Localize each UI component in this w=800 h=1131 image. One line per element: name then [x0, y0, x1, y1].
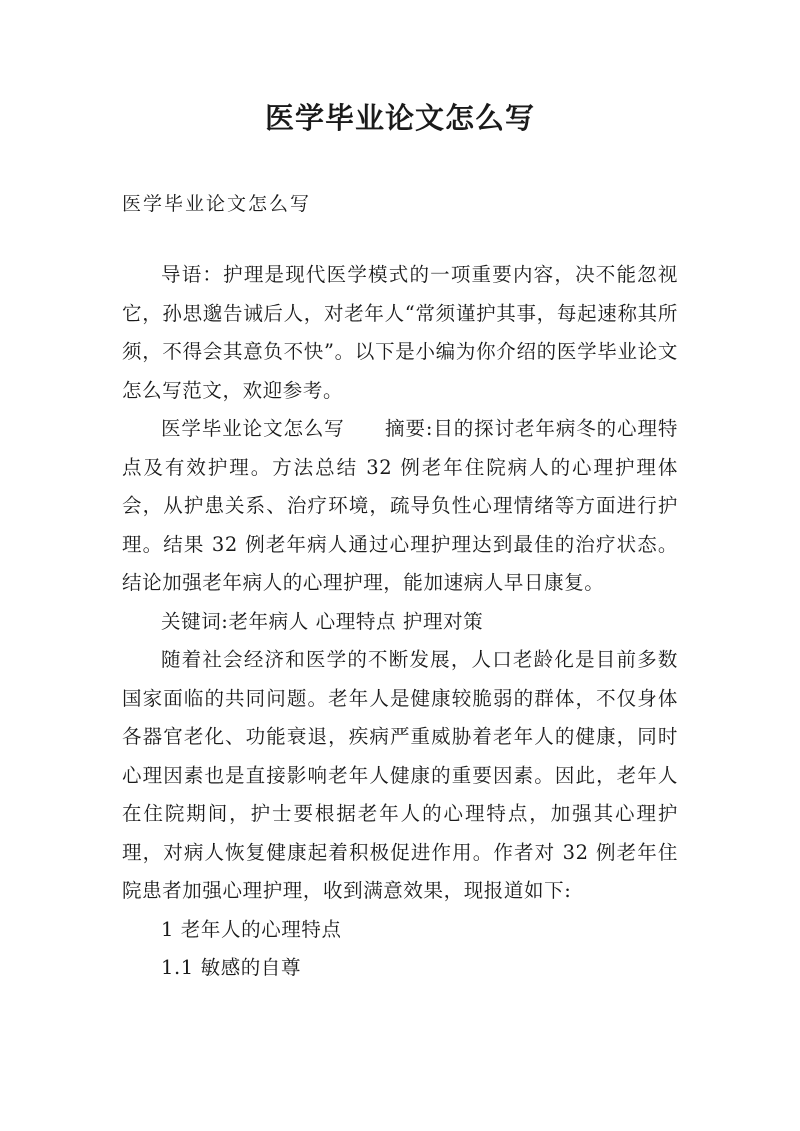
abstract-heading: 医学毕业论文怎么写 — [161, 417, 345, 440]
document-title: 医学毕业论文怎么写 — [264, 101, 535, 135]
keywords-paragraph: 关键词:老年病人 心理特点 护理对策 — [161, 609, 484, 633]
document-subtitle: 医学毕业论文怎么写 — [122, 193, 312, 215]
document-body — [122, 256, 678, 988]
section-heading-1-1: 1.1 敏感的自尊 — [161, 956, 302, 979]
main-paragraph: 随着社会经济和医学的不断发展，人口老龄化是目前多数国家面临的共同问题。老年人是健康较脆弱的群体，不仅身体各器官老化、功能衰退，疾病严重威胁着老年人的健康，同时心理因素也是直接影响老年人健康的重要因素。因此，老年人在住院期间，护士要根据老年人的心理特点，加强其心理护理，对病人恢复健康起着积极促进作用。作者对 32 例老年住院患者加强心理护理，收到满意效果，现报道如下: — [122, 648, 678, 902]
abstract-paragraph — [122, 410, 678, 603]
abstract-text: 摘要:目的探讨老年病冬的心理特点及有效护理。方法总结 32 例老年住院病人的心理护理体会，从护患关系、治疗环境，疏导负性心理情绪等方面进行护理。结果 32 例老年病人通过心理护理达到最佳的治疗状态。结论加强老年病人的心理护理，能加速病人早日康复。 — [122, 417, 678, 594]
section-heading-1: 1 老年人的心理特点 — [161, 917, 342, 941]
intro-paragraph: 导语：护理是现代医学模式的一项重要内容，决不能忽视它，孙思邈告诫后人，对老年人“常须谨护其事，每起速称其所须，不得会其意负不快”。以下是小编为你介绍的医学毕业论文怎么写范文，欢迎参考。 — [122, 263, 678, 402]
